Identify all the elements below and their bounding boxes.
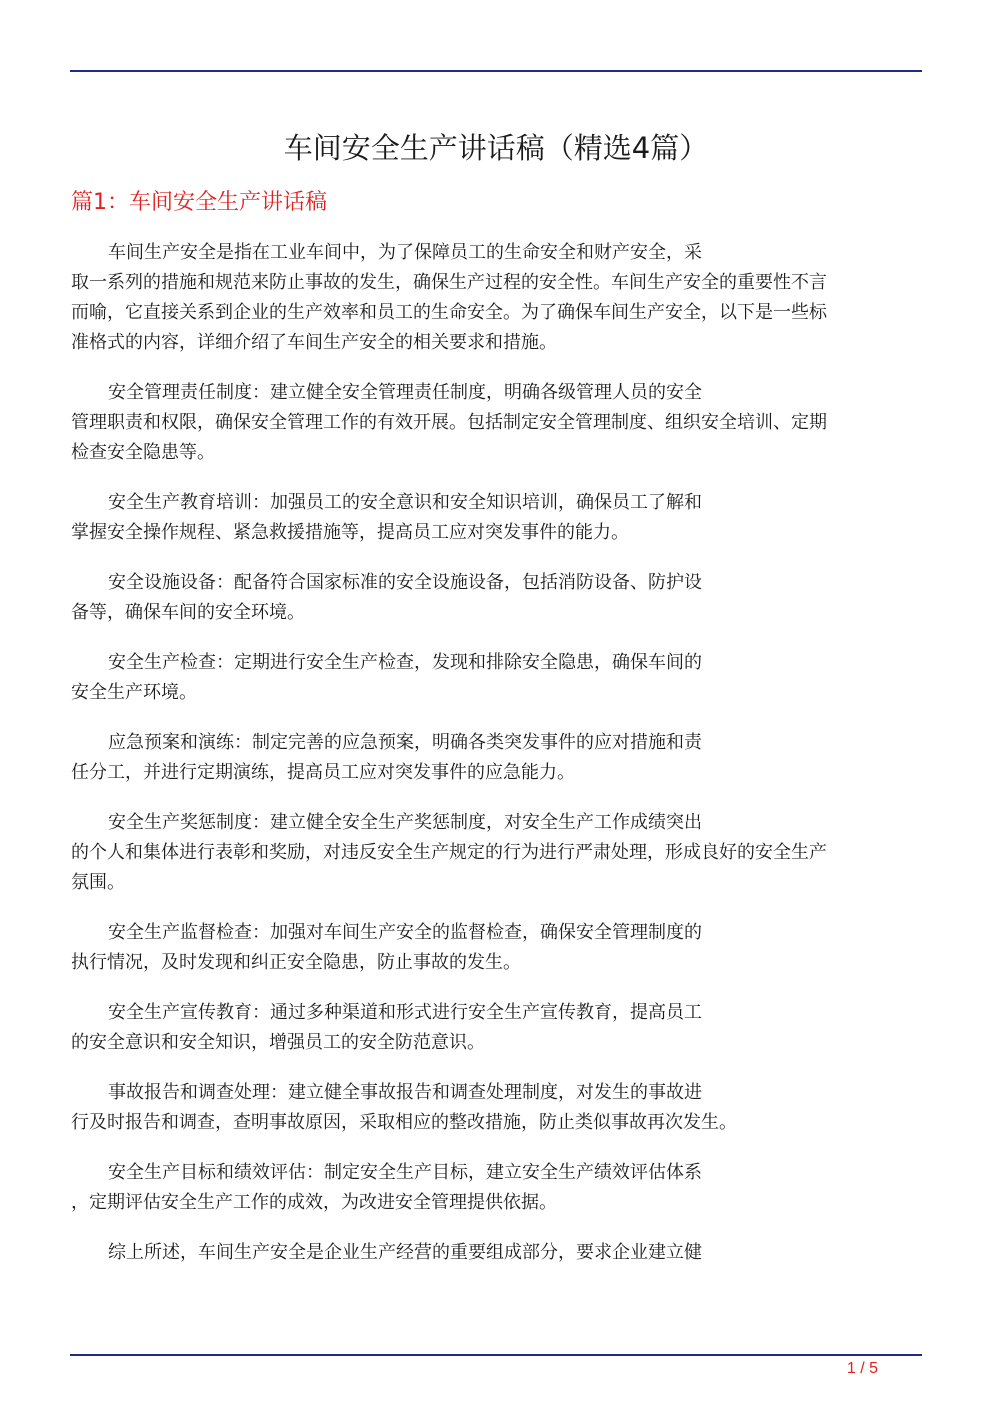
paragraph-line: 安全生产目标和绩效评估：制定安全生产目标，建立安全生产绩效评估体系 xyxy=(108,1162,702,1183)
paragraph-line: 检查安全隐患等。 xyxy=(71,442,215,463)
footer-rule xyxy=(70,1354,922,1356)
paragraph-line: 执行情况，及时发现和纠正安全隐患，防止事故的发生。 xyxy=(71,952,521,973)
paragraph-line: 备等，确保车间的安全环境。 xyxy=(71,602,305,623)
header-rule xyxy=(70,70,922,72)
paragraph-line: 安全生产环境。 xyxy=(71,682,197,703)
document-title: 车间安全生产讲话稿（精选4篇） xyxy=(283,131,709,165)
paragraph-line: 掌握安全操作规程、紧急救援措施等，提高员工应对突发事件的能力。 xyxy=(71,522,629,543)
body-paragraph xyxy=(71,808,913,898)
page-number: 1 / 5 xyxy=(846,1360,878,1377)
paragraph-line: ，定期评估安全生产工作的成效，为改进安全管理提供依据。 xyxy=(71,1192,557,1213)
paragraph-line: 安全生产检查：定期进行安全生产检查，发现和排除安全隐患，确保车间的 xyxy=(108,652,702,673)
paragraph-line: 安全设施设备：配备符合国家标准的安全设施设备，包括消防设备、防护设 xyxy=(108,572,702,593)
body-paragraph xyxy=(71,488,913,548)
body-paragraph xyxy=(71,918,913,978)
paragraph-line: 车间生产安全是指在工业车间中，为了保障员工的生命安全和财产安全，采 xyxy=(108,242,702,263)
body-paragraph xyxy=(71,1158,913,1218)
paragraph-line: 取一系列的措施和规范来防止事故的发生，确保生产过程的安全性。车间生产安全的重要性不言 xyxy=(71,272,827,293)
paragraph-line: 任分工，并进行定期演练，提高员工应对突发事件的应急能力。 xyxy=(71,762,575,783)
paragraph-line: 事故报告和调查处理：建立健全事故报告和调查处理制度，对发生的事故进 xyxy=(108,1082,702,1103)
paragraph-line: 安全管理责任制度：建立健全安全管理责任制度，明确各级管理人员的安全 xyxy=(108,382,702,403)
paragraph-line: 综上所述，车间生产安全是企业生产经营的重要组成部分，要求企业建立健 xyxy=(108,1242,702,1263)
section-heading: 篇1：车间安全生产讲话稿 xyxy=(71,190,327,215)
body-paragraph xyxy=(71,378,913,468)
body-paragraph xyxy=(71,728,913,788)
paragraph-line: 安全生产奖惩制度：建立健全安全生产奖惩制度，对安全生产工作成绩突出 xyxy=(108,812,702,833)
body-paragraph xyxy=(71,1238,913,1268)
paragraph-line: 准格式的内容，详细介绍了车间生产安全的相关要求和措施。 xyxy=(71,332,557,353)
body-paragraph xyxy=(71,568,913,628)
paragraph-line: 应急预案和演练：制定完善的应急预案，明确各类突发事件的应对措施和责 xyxy=(108,732,702,753)
paragraph-line: 而喻，它直接关系到企业的生产效率和员工的生命安全。为了确保车间生产安全，以下是一些标 xyxy=(71,302,827,323)
body-paragraph xyxy=(71,1078,913,1138)
body-paragraph xyxy=(71,648,913,708)
body-paragraph xyxy=(71,998,913,1058)
paragraph-line: 管理职责和权限，确保安全管理工作的有效开展。包括制定安全管理制度、组织安全培训、定期 xyxy=(71,412,827,433)
paragraph-line: 安全生产教育培训：加强员工的安全意识和安全知识培训，确保员工了解和 xyxy=(108,492,702,513)
body-paragraph xyxy=(71,238,913,358)
paragraph-line: 安全生产监督检查：加强对车间生产安全的监督检查，确保安全管理制度的 xyxy=(108,922,702,943)
paragraph-line: 的个人和集体进行表彰和奖励，对违反安全生产规定的行为进行严肃处理，形成良好的安全生产 xyxy=(71,842,827,863)
paragraph-line: 安全生产宣传教育：通过多种渠道和形式进行安全生产宣传教育，提高员工 xyxy=(108,1002,702,1023)
paragraph-line: 氛围。 xyxy=(71,872,125,893)
document-body xyxy=(71,238,913,1288)
paragraph-line: 的安全意识和安全知识，增强员工的安全防范意识。 xyxy=(71,1032,485,1053)
paragraph-line: 行及时报告和调查，查明事故原因，采取相应的整改措施，防止类似事故再次发生。 xyxy=(71,1112,737,1133)
